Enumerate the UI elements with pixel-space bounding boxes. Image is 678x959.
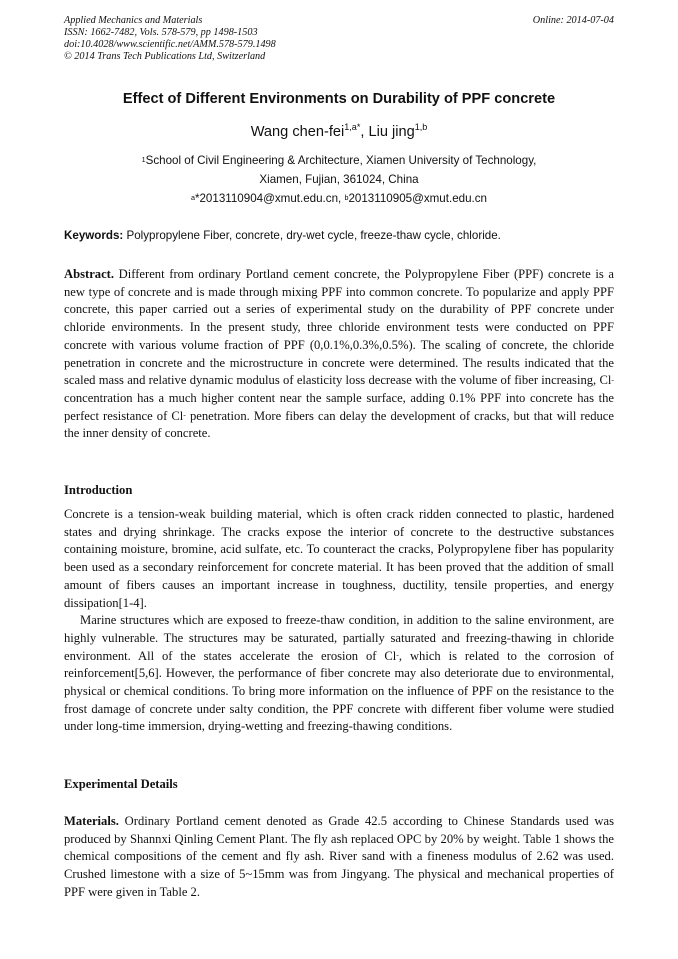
email-b-sup: b [344, 192, 349, 202]
corresponding-star: * [356, 122, 361, 133]
keywords-text: Polypropylene Fiber, concrete, dry-wet cycle, freeze-thaw cycle, chloride. [123, 229, 501, 242]
materials-label: Materials. [64, 814, 119, 828]
email-b[interactable]: 2013110905@xmut.edu.cn [348, 192, 488, 205]
author-2-sup: 1,b [414, 122, 428, 133]
affiliation-sup: 1 [141, 154, 146, 164]
affiliation-line-1 [0, 151, 678, 170]
abstract-sup-2: - [183, 410, 186, 420]
doi-line: doi:10.4028/www.scientific.net/AMM.578-579.1498 [64, 39, 276, 50]
materials-text: Ordinary Portland cement denoted as Grade 42.5 according to Chinese Standards used was produced by Shannxi Qinling Cement Plant. The fly ash replaced OPC by 20% by weight. Table 1 shows the chemical compositions of the cement and fly ash. River sand with a fineness modulus of 2.62 was used. Crushed limestone with a size of 5~15mm was from Jingyang. The physical and mechanical properties of PPF were given in Table 2. [64, 814, 614, 899]
intro-paragraph-1: Concrete is a tension-weak building material, which is often crack ridden connected to plastic, hardened states and drying shrinkage. The cracks expose the interior of concrete to the destructive substances containing moisture, bromine, acid sulfate, etc. To counteract the cracks, Polypropylene fiber has popularity been used as a secondary reinforcement for concrete material. It has been proved that the addition of small amount of fibers causes an important increase in toughness, ductility, tensile properties, and energy dissipation[1-4]. [64, 507, 614, 610]
affiliation-block [0, 151, 678, 208]
introduction-heading: Introduction [64, 483, 133, 497]
email-a-sup: a [190, 192, 195, 202]
keywords [64, 229, 614, 242]
issn-line: ISSN: 1662-7482, Vols. 578-579, pp 1498-1503 [64, 27, 258, 38]
abstract-label: Abstract. [64, 267, 115, 281]
abstract-text-3: penetration. More fibers can delay the development of cracks, but that will reduce the inner density of concrete. [64, 408, 614, 441]
email-line [0, 189, 678, 208]
email-a[interactable]: *2013110904@xmut.edu.cn, [194, 192, 345, 205]
journal-name: Applied Mechanics and Materials [64, 15, 203, 26]
abstract [64, 266, 614, 443]
abstract-sup-1: - [611, 374, 614, 384]
abstract-text-1: Different from ordinary Portland cement concrete, the Polypropylene Fiber (PPF) concrete is a new type of concrete and is made through mixing PPF into common concrete. To popularize and apply PPF concrete, this paper carried out a series of experimental study on the durability of PPF concrete under chloride environments. In the present study, three chloride environment tests were conducted on PPF concrete with various volume fraction of PPF (0,0.1%,0.3%,0.5%). The scaling of concrete, the chloride penetration in concrete and the microstructure in concrete were determined. The results indicated that the scaled mass and relative dynamic modulus of elasticity loss decrease with the volume of fiber increasing, Cl [64, 267, 614, 388]
online-date: Online: 2014-07-04 [532, 15, 614, 26]
author-separator: , [360, 124, 369, 140]
experimental-heading: Experimental Details [64, 777, 178, 791]
affiliation-text-1: School of Civil Engineering & Architecture, Xiamen University of Technology, [145, 154, 537, 167]
intro-paragraph-2 [64, 612, 614, 736]
keywords-label: Keywords: [64, 229, 124, 242]
author-1: Wang chen-fei [250, 124, 345, 140]
author-1-sup: 1,a [344, 122, 357, 133]
materials-paragraph [64, 813, 614, 902]
copyright-line: © 2014 Trans Tech Publications Ltd, Switzerland [64, 51, 266, 62]
affiliation-line-2: Xiamen, Fujian, 361024, China [259, 173, 419, 186]
author-2: Liu jing [368, 124, 415, 140]
introduction-body [64, 506, 614, 736]
journal-meta [64, 15, 276, 63]
paper-title: Effect of Different Environments on Durability of PPF concrete [122, 91, 556, 107]
intro-p2-text-b: , which is related to the corrosion of reinforcement[5,6]. However, the performance of fiber concrete may also deteriorate due to environmental, physical or chemical conditions. To bring more information on the influence of PPF on the resistance to the frost damage of concrete under salty condition, the PPF concrete with different fiber volume were studied under long-time immersion, drying-wetting and freezing-thawing conditions. [64, 648, 615, 734]
author-line [0, 124, 678, 140]
intro-p2-text-a: Marine structures which are exposed to freeze-thaw condition, in addition to the saline environment, are highly vulnerable. The structures may be saturated, partially saturated and freezing-thawing in chloride environment. All of the states accelerate the erosion of Cl [64, 613, 614, 663]
intro-p2-sup: - [396, 650, 399, 660]
abstract-text-2: concentration has a much higher content near the sample surface, adding 0.1% PPF into concrete has the perfect resistance of Cl [64, 390, 614, 423]
